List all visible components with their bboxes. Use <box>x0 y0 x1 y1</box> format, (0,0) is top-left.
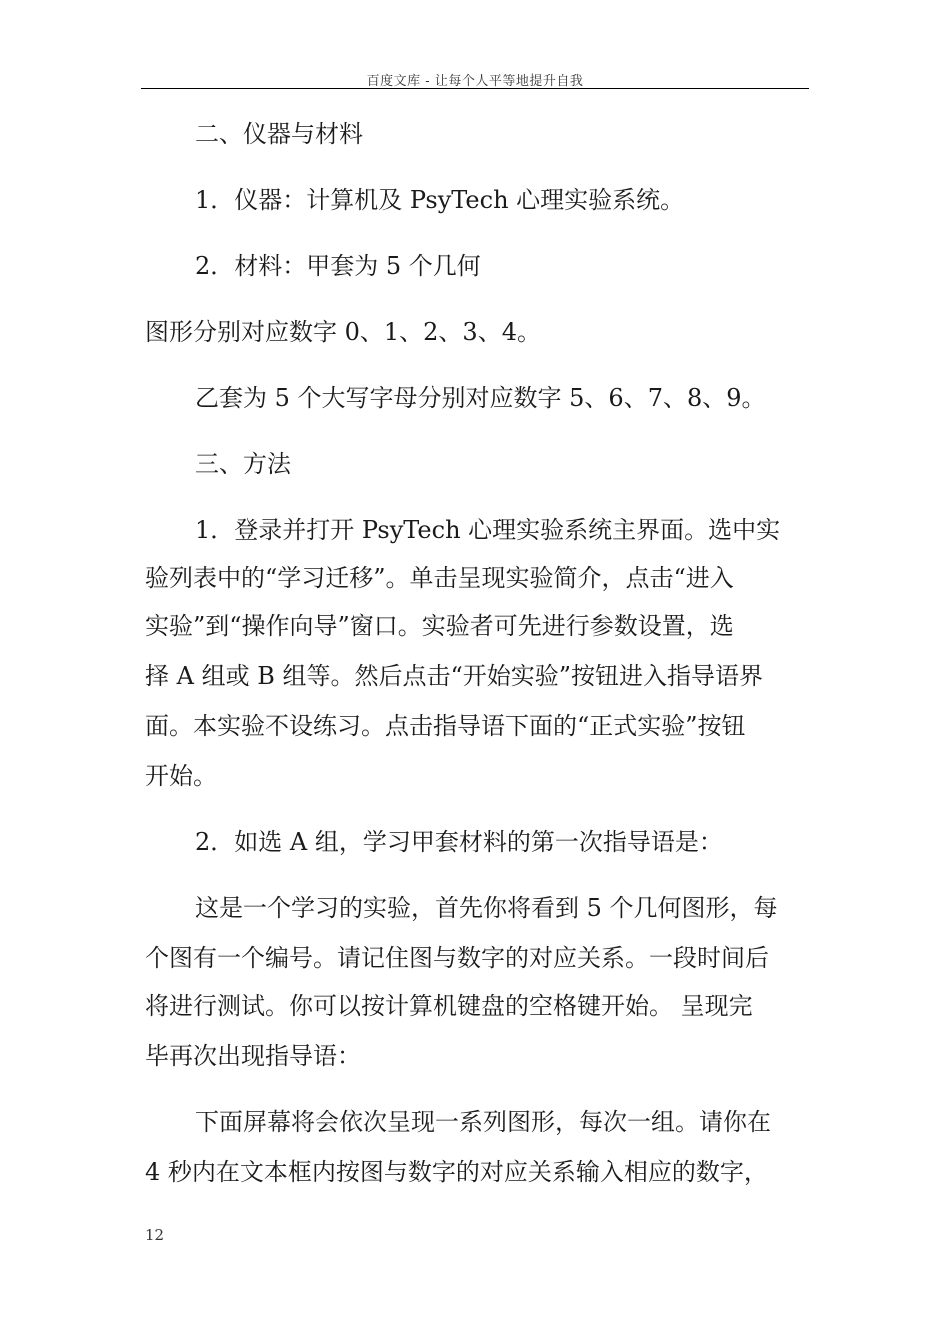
page-header: 百度文库 - 让每个人平等地提升自我 <box>366 74 584 89</box>
paragraph-line: 2．材料：甲套为 5 个几何 <box>195 252 481 280</box>
paragraph-line: 下面屏幕将会依次呈现一系列图形，每次一组。请你在 <box>195 1108 771 1136</box>
section-heading-method: 三、方法 <box>195 450 291 478</box>
paragraph-line: 图形分别对应数字 0、1、2、3、4。 <box>145 318 541 346</box>
paragraph-line: 这是一个学习的实验，首先你将看到 5 个几何图形，每 <box>195 894 778 922</box>
page-number: 12 <box>145 1226 165 1244</box>
paragraph-line: 实验”到“操作向导”窗口。实验者可先进行参数设置，选 <box>145 612 734 640</box>
paragraph-line: 将进行测试。你可以按计算机键盘的空格键开始。 呈现完 <box>145 992 753 1020</box>
paragraph-line: 面。本实验不设练习。点击指导语下面的“正式实验”按钮 <box>145 712 746 740</box>
paragraph-line: 择 A 组或 B 组等。然后点击“开始实验”按钮进入指导语界 <box>145 662 764 690</box>
paragraph-line: 个图有一个编号。请记住图与数字的对应关系。一段时间后 <box>145 944 769 972</box>
paragraph-line: 毕再次出现指导语： <box>145 1042 361 1070</box>
paragraph-line: 1．仪器：计算机及 PsyTech 心理实验系统。 <box>195 186 685 214</box>
section-heading-materials: 二、仪器与材料 <box>195 120 363 148</box>
paragraph-line: 2．如选 A 组，学习甲套材料的第一次指导语是： <box>195 828 723 856</box>
paragraph-line: 1．登录并打开 PsyTech 心理实验系统主界面。选中实 <box>195 516 781 544</box>
paragraph-line: 开始。 <box>145 762 217 790</box>
paragraph-line: 乙套为 5 个大写字母分别对应数字 5、6、7、8、9。 <box>195 384 766 412</box>
paragraph-line: 4 秒内在文本框内按图与数字的对应关系输入相应的数字， <box>145 1158 768 1186</box>
paragraph-line: 验列表中的“学习迁移”。单击呈现实验简介，点击“进入 <box>145 564 734 592</box>
header-divider <box>141 88 809 89</box>
